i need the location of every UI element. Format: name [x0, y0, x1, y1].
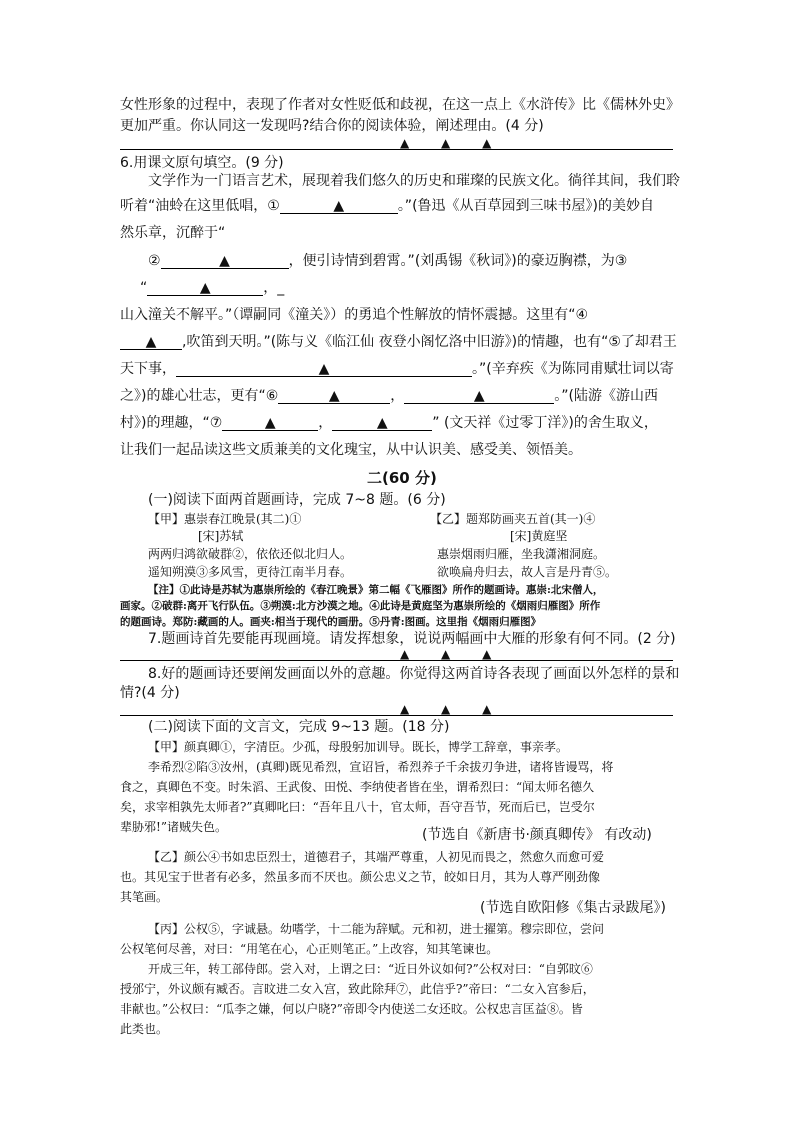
poem-yi-title: 【乙】题郑防画夹五首(其一)④	[430, 512, 596, 526]
q6-line-8-a: 天下事，	[120, 361, 176, 377]
q6-line-9	[120, 387, 658, 405]
blank-mark: ▲	[219, 253, 230, 269]
prose-yi-source: (节选自欧阳修《集古录跋尾》)	[480, 900, 666, 916]
fill-blank-1[interactable]	[280, 197, 398, 214]
poem-note-line-3: 的题画诗。郑防:藏画的人。画夹:相当于现代的画册。⑤丹青:图画。这里指《烟雨归雁图》	[120, 616, 542, 628]
poem-jia-line-1: 两两归鸿欲破群②，依依还似北归人。	[148, 547, 353, 561]
blank-mark: ▲	[328, 388, 340, 404]
fill-blank-2[interactable]	[161, 252, 289, 269]
prose-bing-line-3: 开成三年，转工部侍郎。尝入对，上谓之曰：“近日外议如何?”公权对曰：“自郭旼⑥	[148, 962, 593, 976]
fill-blank-7b[interactable]	[332, 414, 432, 431]
q6-line-2-a: 听着“油蛉在这里低唱，①	[120, 198, 280, 214]
prose-bing-line-2: 公权笔何尽善，对曰：“用笔在心，心正则笔正。”上改容，知其笔谏也。	[120, 942, 499, 956]
answer-rule-q7	[120, 660, 673, 661]
fill-blank-7a[interactable]	[222, 414, 318, 431]
poem-yi-line-1: 惠崇烟雨归雁，坐我潇湘洞庭。	[437, 547, 606, 561]
q8-prompt-line-1: 8.好的题画诗还要阐发画面以外的意趣。你觉得这两首诗各表现了画面以外怎样的景和	[148, 666, 680, 682]
q6-line-10-c: ” (文天祥《过零丁洋》)的舍生取义，	[432, 415, 658, 431]
q6-line-9-a: 之》)的雄心壮志，更有“⑥	[120, 388, 279, 404]
q6-line-3: 然乐章，沉醉于“	[120, 225, 226, 241]
q6-line-9-c: 。”(陆游《游山西	[554, 388, 658, 404]
prose-bing-line-6: 此类也。	[120, 1022, 169, 1036]
q6-line-10	[120, 414, 658, 432]
q6-line-4-b: ，便引诗情到碧霄。”(刘禹锡《秋词》)的豪迈胸襟，为③	[288, 253, 628, 269]
prose-jia-line-3: 食之，真卿色不变。时朱滔、王武俊、田悦、李纳使者皆在坐，谓希烈曰：“闻太师名德久	[120, 780, 595, 794]
prose-jia-line-4: 矣，求宰相孰先太师者?”真卿叱曰：“吾年且八十，官太师，吾守吾节，死而后已，岂受尔	[120, 800, 595, 814]
poem-jia-title: 【甲】惠崇春江晚景(其二)①	[148, 512, 302, 526]
q5-line-2: 更加严重。你认同这一发现吗?结合你的阅读体验，阐述理由。(4 分)	[120, 118, 544, 134]
prose-jia-line-1: 【甲】颜真卿①，字清臣。少孤，母殷躬加训导。既长，博学工辞章，事亲孝。	[148, 740, 569, 754]
q6-line-5-a: “	[140, 280, 148, 296]
q6-line-2-b: 。”(鲁迅《从百草园到三味书屋》)的美妙自	[397, 198, 654, 214]
poem-yi-author: [宋]黄庭坚	[510, 529, 568, 543]
blank-mark: ▲	[333, 198, 345, 214]
fill-blank-5[interactable]	[176, 360, 472, 377]
blank-mark: ▲	[145, 334, 157, 350]
prose-jia-source: (节选自《新唐书·颜真卿传》 有改动)	[422, 827, 652, 843]
fill-blank-6b[interactable]	[404, 387, 554, 404]
q6-line-4	[148, 252, 627, 270]
prose-jia-line-2: 李希烈②陷③汝州，(真卿)既见希烈，宣诏旨，希烈养子千余拔刃争进，诸将皆谩骂，将	[148, 760, 614, 774]
section-2-title: 二(60 分)	[367, 469, 437, 487]
prose-yi-line-1: 【乙】颜公④书如忠臣烈士，道德君子，其端严尊重，人初见而畏之，然愈久而愈可爱	[148, 850, 605, 864]
prose-yi-line-3: 其笔画。	[120, 890, 169, 904]
fill-blank-4[interactable]	[120, 333, 182, 350]
q6-line-6: 山入潼关不解平。”（谭嗣同《潼关》）的勇追个性解放的情怀震撼。这里有“④	[120, 307, 589, 323]
poem-jia-author: [宋]苏轼	[198, 529, 244, 543]
q6-line-10-b: ，	[318, 415, 333, 431]
prose-jia-line-5: 辈胁邪!”诸贼失色。	[120, 820, 227, 834]
answer-marks-q7: ▲ ▲ ▲	[400, 647, 506, 661]
blank-mark: ▲	[473, 388, 485, 404]
answer-marks-q8: ▲ ▲ ▲	[400, 702, 506, 716]
q5-line-1: 女性形象的过程中，表现了作者对女性贬低和歧视，在这一点上《水浒传》比《儒林外史》	[120, 97, 680, 113]
answer-rule-q8	[120, 715, 673, 716]
q7-prompt: 7.题画诗首先要能再现画境。请发挥想象，说说两幅画中大雁的形象有何不同。(2 分)	[148, 631, 676, 647]
poems-intro: (一)阅读下面两首题画诗，完成 7~8 题。(6 分)	[148, 492, 446, 508]
answer-marks-q5: ▲ ▲ ▲	[400, 136, 506, 150]
q6-line-1: 文学作为一门语言艺术，展现着我们悠久的历史和璀璨的民族文化。徜徉其间，我们聆	[148, 173, 680, 189]
q6-line-8	[120, 360, 674, 378]
q6-line-7-b: ,吹笛到天明。”(陈与义《临江仙 夜登小阁忆洛中旧游》)的情趣，也有“⑤了却君王	[182, 334, 677, 350]
answer-rule-q5	[120, 149, 673, 150]
q6-line-8-b: 。”(辛弃疾《为陈同甫赋壮词以寄	[472, 361, 674, 377]
poem-note-line-2: 画家。②破群:离开飞行队伍。③朔漠:北方沙漠之地。④此诗是黄庭坚为惠崇所绘的《烟雨归雁图》所作	[120, 600, 601, 612]
prose-intro: (二)阅读下面的文言文，完成 9~13 题。(18 分)	[148, 719, 450, 735]
blank-mark: ▲	[264, 415, 276, 431]
prose-bing-line-5: 非献也。”公权曰：“瓜李之嫌，何以户晓?”帝即令内使送二女还旼。公权忠言匡益⑧。皆	[120, 1002, 583, 1016]
prose-bing-line-1: 【丙】公权⑤，字诚悬。幼嗜学，十二能为辞赋。元和初，进士擢第。穆宗即位，尝问	[148, 922, 605, 936]
blank-mark: ▲	[199, 280, 211, 296]
q6-line-7	[120, 333, 677, 351]
q6-line-11: 让我们一起品读这些文质兼美的文化瑰宝，从中认识美、感受美、领悟美。	[120, 442, 582, 458]
prose-bing-line-4: 授邠宁，外议颇有臧否。言旼进二女入宫，致此除拜⑦，此信乎?”帝曰：“二女入宫参后，	[120, 982, 595, 996]
q6-line-2	[120, 197, 654, 215]
poem-jia-line-2: 遥知朔漠③多风雪，更待江南半月春。	[148, 565, 353, 579]
q8-prompt-line-2: 情?(4 分)	[120, 685, 180, 701]
prose-yi-line-2: 也。其见宝于世者有必多，然虽多而不厌也。颜公忠义之节，皎如日月，其为人尊严刚劲像	[120, 870, 601, 884]
q6-line-10-a: 村》)的理趣，“⑦	[120, 415, 223, 431]
q6-title: 6.用课文原句填空。(9 分)	[120, 155, 284, 171]
q6-line-5-b: ，_	[263, 280, 285, 296]
poem-note-line-1: 【注】①此诗是苏轼为惠崇所绘的《春江晚景》第二幅《飞雁图》所作的题画诗。惠崇:北宋僧人，	[148, 584, 604, 596]
q6-line-9-b: ，	[390, 388, 405, 404]
blank-mark: ▲	[318, 361, 330, 377]
q6-line-5	[140, 279, 284, 297]
fill-blank-3[interactable]	[147, 279, 263, 296]
blank-mark: ▲	[376, 415, 388, 431]
fill-blank-6a[interactable]	[278, 387, 390, 404]
poem-yi-line-2: 欲唤扁舟归去，故人言是丹青⑤。	[437, 565, 618, 579]
q6-line-4-a: ②	[148, 253, 161, 269]
